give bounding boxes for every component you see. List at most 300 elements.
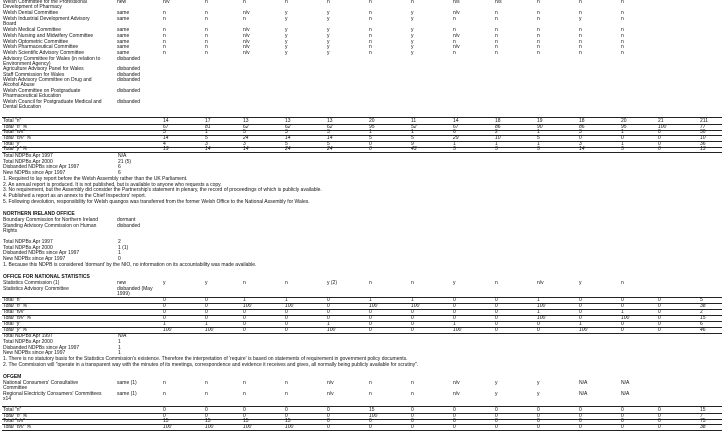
- total-value: 1: [411, 297, 414, 303]
- total-value: 11: [411, 118, 417, 124]
- summary-label: Disbanded NDPBs since Apr 1997: [3, 250, 80, 256]
- cell-value: n: [243, 280, 246, 286]
- cell-value: n: [621, 33, 624, 39]
- total-value: 0: [285, 413, 288, 419]
- summary-value: N/A: [118, 333, 127, 339]
- total-label: Total "n": [3, 297, 22, 303]
- total-value: 0: [369, 146, 372, 152]
- cell-value: n: [163, 39, 166, 45]
- total-value: 100: [621, 315, 630, 321]
- total-value: 1: [537, 141, 540, 147]
- cell-value: n: [453, 39, 456, 45]
- cell-value: y: [579, 280, 582, 286]
- total-value: 38: [700, 424, 706, 430]
- cell-value: y: [495, 380, 498, 386]
- summary-label: Total NDPBs Apr 2000: [3, 159, 53, 165]
- body-status: disbanded: [117, 77, 141, 83]
- cell-value: n: [537, 27, 540, 33]
- total-value: 0: [285, 309, 288, 315]
- table-rule: [2, 117, 722, 118]
- total-value: 14: [205, 146, 211, 152]
- total-value: 52: [411, 124, 417, 130]
- body-status: same (1): [117, 391, 137, 397]
- summary-value: 6: [118, 164, 121, 170]
- total-value: 0: [369, 418, 372, 424]
- cell-value: n/v: [453, 10, 460, 16]
- note-text: 5. Following devolution, responsibility for Welsh quangos was transferred from the former Welsh Office to the National Assembly for Wales.: [3, 199, 310, 205]
- total-value: 15: [700, 407, 706, 413]
- cell-value: n: [285, 380, 288, 386]
- total-value: 20: [621, 118, 627, 124]
- total-value: 0: [537, 327, 540, 333]
- total-value: 0: [205, 413, 208, 419]
- total-value: 0: [495, 303, 498, 309]
- total-label: Total "n/v" %: [3, 424, 32, 430]
- body-status: new: [117, 280, 127, 286]
- note-text: 3. No requirement, but the Assembly did consider the Partnership's statement in plenary, the record of proceedings of which is publicly available.: [3, 187, 322, 193]
- total-value: 100: [579, 327, 588, 333]
- body-name: Welsh Committee for the Professional: [3, 0, 87, 5]
- cell-value: n: [163, 16, 166, 22]
- cell-value: n: [411, 0, 414, 5]
- total-value: 0: [658, 315, 661, 321]
- total-value: 0: [658, 135, 661, 141]
- summary-value: 1: [118, 339, 121, 345]
- cell-value: n: [495, 10, 498, 16]
- cell-value: n: [411, 280, 414, 286]
- total-value: 0: [205, 303, 208, 309]
- body-status: disbanded: [117, 88, 141, 94]
- total-value: 2: [495, 129, 498, 135]
- total-value: 0: [537, 321, 540, 327]
- total-value: 7: [700, 413, 703, 419]
- total-value: 100: [453, 327, 462, 333]
- total-value: 1: [537, 309, 540, 315]
- summary-value: 2: [118, 239, 121, 245]
- total-value: 1: [327, 321, 330, 327]
- total-value: 13: [700, 146, 706, 152]
- cell-value: n: [453, 27, 456, 33]
- total-value: 38: [700, 303, 706, 309]
- cell-value: n: [621, 27, 624, 33]
- cell-value: y: [327, 39, 330, 45]
- total-label: Total "n/v": [3, 309, 26, 315]
- total-value: 0: [327, 303, 330, 309]
- summary-label: New NDPBs since Apr 1997: [3, 170, 66, 176]
- total-value: 1: [537, 297, 540, 303]
- body-status: same: [117, 16, 130, 22]
- table-rule: [2, 430, 722, 431]
- body-name: Standing Advisory Commission on Human: [3, 223, 97, 229]
- total-label: Total "n/v" %: [3, 135, 32, 141]
- total-value: 18: [579, 118, 585, 124]
- table-rule: [2, 130, 722, 131]
- total-value: 0: [163, 297, 166, 303]
- cell-value: n: [327, 0, 330, 5]
- body-status: disbanded (May: [117, 286, 153, 292]
- cell-value: y: [285, 33, 288, 39]
- cell-value: n: [621, 50, 624, 56]
- total-value: 81: [205, 124, 211, 130]
- total-value: 15: [205, 418, 211, 424]
- cell-value: y: [411, 10, 414, 16]
- total-value: 0: [579, 297, 582, 303]
- total-value: 1: [579, 321, 582, 327]
- total-value: 5: [205, 135, 208, 141]
- cell-value: y: [327, 16, 330, 22]
- total-value: 0: [621, 297, 624, 303]
- cell-value: n/v: [243, 50, 250, 56]
- body-name: Dental Education: [3, 104, 42, 111]
- total-value: 30: [700, 129, 706, 135]
- body-name: Board: [3, 21, 17, 28]
- cell-value: n: [243, 0, 246, 5]
- total-value: 5: [327, 141, 330, 147]
- summary-value: 1: [118, 350, 121, 356]
- table-rule: [2, 327, 722, 328]
- total-value: 6: [700, 321, 703, 327]
- total-value: 0: [411, 327, 414, 333]
- total-label: Total "n" %: [3, 413, 28, 419]
- cell-value: n/v: [453, 33, 460, 39]
- total-value: 3: [285, 129, 288, 135]
- total-value: 100: [243, 303, 252, 309]
- total-value: 0: [369, 327, 372, 333]
- total-value: 0: [621, 327, 624, 333]
- cell-value: n: [369, 0, 372, 5]
- cell-value: n: [163, 10, 166, 16]
- cell-value: n: [369, 10, 372, 16]
- total-value: 62: [327, 124, 333, 130]
- total-label: Total "n" %: [3, 124, 28, 130]
- body-name: Advisory Committee for Wales (in relation to: [3, 56, 101, 62]
- body-name: Welsh Dental Committee: [3, 10, 59, 16]
- total-value: 67: [453, 124, 459, 130]
- cell-value: N/A: [621, 391, 630, 397]
- cell-value: y: [285, 27, 288, 33]
- total-value: 0: [495, 327, 498, 333]
- total-value: 0: [327, 315, 330, 321]
- summary-value: 1 (1): [118, 245, 129, 251]
- total-value: 0: [658, 407, 661, 413]
- cell-value: n: [411, 391, 414, 397]
- total-value: 9: [411, 141, 414, 147]
- total-value: 0: [327, 413, 330, 419]
- cell-value: n: [579, 50, 582, 56]
- total-value: 0: [285, 315, 288, 321]
- total-value: 1: [453, 141, 456, 147]
- total-value: 0: [411, 424, 414, 430]
- total-value: 5: [537, 146, 540, 152]
- body-status: disbanded: [117, 66, 141, 72]
- cell-value: n: [579, 0, 582, 5]
- total-value: 100: [205, 424, 214, 430]
- note-text: 1. Required to lay report before the Welsh Assembly rather than the UK Parliament.: [3, 176, 188, 182]
- total-value: 1: [621, 141, 624, 147]
- cell-value: n: [369, 391, 372, 397]
- total-value: 0: [243, 315, 246, 321]
- body-status: dormant: [117, 217, 136, 223]
- total-value: 0: [537, 424, 540, 430]
- total-value: 0: [163, 315, 166, 321]
- total-value: 0: [369, 315, 372, 321]
- total-value: 0: [579, 407, 582, 413]
- cell-value: y: [411, 39, 414, 45]
- total-value: 0: [453, 418, 456, 424]
- body-name: Boundary Commission for Northern Ireland: [3, 217, 99, 223]
- cell-value: n/s: [495, 0, 502, 5]
- total-value: 0: [369, 141, 372, 147]
- total-value: 211: [700, 118, 708, 124]
- note-text: OFGEM: [3, 374, 22, 380]
- total-value: 0: [369, 309, 372, 315]
- note-text: 1. Because this NDPB is considered 'dormant' by the NIO, no information on its accountability was made available.: [3, 262, 257, 268]
- body-name: Welsh Pharmaceutical Committee: [3, 44, 79, 50]
- total-value: 19: [537, 118, 543, 124]
- cell-value: n/v: [243, 44, 250, 50]
- total-value: 0: [453, 413, 456, 419]
- body-name: Environment Agency): [3, 61, 51, 68]
- total-value: 24: [327, 146, 333, 152]
- body-name: Welsh Scientific Advisory Committee: [3, 50, 85, 56]
- body-name: Welsh Council for Postgraduate Medical and: [3, 99, 102, 105]
- total-value: 1: [537, 129, 540, 135]
- cell-value: n: [579, 33, 582, 39]
- total-value: 0: [579, 309, 582, 315]
- cell-value: n/v: [453, 391, 460, 397]
- body-status: same: [117, 33, 130, 39]
- table-rule: [2, 321, 722, 322]
- total-label: Total "n/v": [3, 418, 26, 424]
- cell-value: n: [579, 27, 582, 33]
- cell-value: n: [205, 50, 208, 56]
- total-value: 5: [285, 141, 288, 147]
- summary-value: 1: [118, 345, 121, 351]
- cell-value: n: [537, 33, 540, 39]
- total-value: 100: [369, 303, 378, 309]
- total-value: 1: [369, 297, 372, 303]
- summary-value: N/A: [118, 153, 127, 159]
- table-rule: [2, 141, 722, 142]
- total-value: 13: [243, 118, 249, 124]
- table-rule: [2, 124, 722, 125]
- total-value: 14: [327, 135, 333, 141]
- total-value: 0: [243, 309, 246, 315]
- cell-value: n: [579, 39, 582, 45]
- total-value: 1: [243, 297, 246, 303]
- total-label: Total "y": [3, 141, 22, 147]
- cell-value: N/A: [579, 391, 588, 397]
- cell-value: y: [411, 33, 414, 39]
- table-rule: [2, 152, 722, 153]
- total-value: 0: [658, 327, 661, 333]
- cell-value: n: [163, 27, 166, 33]
- total-value: 0: [579, 418, 582, 424]
- cell-value: n: [369, 280, 372, 286]
- total-label: Total "y" %: [3, 146, 27, 152]
- total-value: 0: [658, 129, 661, 135]
- cell-value: n: [205, 380, 208, 386]
- total-value: 0: [411, 321, 414, 327]
- cell-value: n: [163, 44, 166, 50]
- cell-value: n/s: [453, 0, 460, 5]
- total-value: 86: [579, 124, 585, 130]
- total-value: 3: [579, 129, 582, 135]
- cell-value: y: [411, 50, 414, 56]
- cell-value: n: [205, 27, 208, 33]
- total-value: 0: [163, 407, 166, 413]
- cell-value: n: [411, 380, 414, 386]
- total-value: 1: [621, 129, 624, 135]
- total-value: 0: [285, 407, 288, 413]
- note-text: 1. There is no statutory basis for the Statistics Commission's existence. Therefore the interpretation of 'require' is based on statements of requirement in government policy documents.: [3, 356, 408, 362]
- cell-value: n: [495, 44, 498, 50]
- note-text: OFFICE FOR NATIONAL STATISTICS: [3, 274, 90, 280]
- summary-label: Disbanded NDPBs since Apr 1997: [3, 345, 80, 351]
- total-value: 0: [327, 424, 330, 430]
- total-value: 0: [537, 418, 540, 424]
- cell-value: y: [327, 50, 330, 56]
- body-name: Alcohol Abuse: [3, 82, 35, 89]
- total-value: 36: [700, 141, 706, 147]
- total-value: 100: [285, 303, 294, 309]
- body-name: Welsh Nursing and Midwifery Committee: [3, 33, 94, 39]
- total-value: 90: [537, 124, 543, 130]
- total-value: 0: [658, 321, 661, 327]
- cell-value: n: [163, 33, 166, 39]
- total-value: 0: [495, 297, 498, 303]
- cell-value: n: [621, 10, 624, 16]
- total-value: 1: [369, 129, 372, 135]
- cell-value: n: [621, 16, 624, 22]
- cell-value: n: [621, 280, 624, 286]
- table-rule: [2, 135, 722, 136]
- summary-value: 6: [118, 170, 121, 176]
- total-value: 0: [243, 413, 246, 419]
- cell-value: y: [285, 44, 288, 50]
- note-text: 2. An annual report is produced. It is not published, but is available to anyone who requests a copy.: [3, 182, 222, 188]
- total-value: 1: [205, 129, 208, 135]
- body-name: Pharmaceutical Education: [3, 93, 62, 100]
- cell-value: n: [369, 39, 372, 45]
- total-value: 14: [163, 135, 169, 141]
- total-value: 10: [700, 135, 706, 141]
- total-value: 0: [579, 424, 582, 430]
- total-value: 62: [285, 124, 291, 130]
- cell-value: n: [369, 44, 372, 50]
- body-status: 1999): [117, 291, 130, 298]
- cell-value: n: [369, 33, 372, 39]
- cell-value: y: [453, 280, 456, 286]
- total-value: 1: [621, 309, 624, 315]
- total-value: 0: [621, 413, 624, 419]
- total-value: 0: [285, 327, 288, 333]
- cell-value: n: [495, 27, 498, 33]
- cell-value: n: [537, 50, 540, 56]
- total-value: 15: [700, 315, 706, 321]
- total-value: 0: [205, 297, 208, 303]
- total-value: 0: [495, 321, 498, 327]
- total-value: 0: [411, 315, 414, 321]
- total-value: 29: [453, 135, 459, 141]
- summary-value: 1: [118, 250, 121, 256]
- cell-value: n/v: [537, 280, 544, 286]
- total-value: 10: [495, 135, 501, 141]
- note-text: 4. Published a report as an annex to the Chief Inspectors' report.: [3, 193, 146, 199]
- summary-label: Total NDPBs Apr 2000: [3, 245, 53, 251]
- cell-value: y: [285, 39, 288, 45]
- cell-value: y: [327, 27, 330, 33]
- total-value: 5: [453, 146, 456, 152]
- table-rule: [2, 309, 722, 310]
- total-value: 100: [205, 327, 214, 333]
- total-value: 5: [537, 135, 540, 141]
- total-value: 0: [495, 315, 498, 321]
- summary-label: New NDPBs since Apr 1997: [3, 256, 66, 262]
- total-value: 5: [411, 135, 414, 141]
- cell-value: n: [495, 33, 498, 39]
- cell-value: n: [205, 44, 208, 50]
- summary-value: 21 (5): [118, 159, 132, 165]
- cell-value: n: [369, 27, 372, 33]
- total-value: 86: [495, 124, 501, 130]
- total-value: 0: [453, 407, 456, 413]
- total-value: 5: [621, 146, 624, 152]
- total-value: 100: [411, 303, 420, 309]
- total-value: 100: [327, 327, 336, 333]
- cell-value: n: [205, 16, 208, 22]
- table-rule: [2, 419, 722, 420]
- total-value: 100: [369, 413, 378, 419]
- total-label: Total "y" %: [3, 327, 27, 333]
- total-value: 14: [579, 146, 585, 152]
- total-value: 13: [285, 118, 291, 124]
- total-value: 0: [658, 303, 661, 309]
- total-value: 17: [205, 118, 211, 124]
- total-value: 15: [243, 418, 249, 424]
- cell-value: n/v: [327, 380, 334, 386]
- total-value: 0: [495, 424, 498, 430]
- cell-value: n/v: [453, 380, 460, 386]
- total-value: 0: [453, 303, 456, 309]
- total-value: 3: [163, 129, 166, 135]
- total-value: 0: [658, 418, 661, 424]
- cell-value: y: [285, 16, 288, 22]
- cell-value: n: [205, 391, 208, 397]
- total-value: 0: [327, 407, 330, 413]
- total-value: 2: [700, 309, 703, 315]
- cell-value: n: [163, 50, 166, 56]
- body-name: Regional Electricity Consumers' Committees: [3, 391, 102, 397]
- total-value: 46: [700, 327, 706, 333]
- total-value: 18: [495, 118, 501, 124]
- note-text: NORTHERN IRELAND OFFICE: [3, 211, 75, 217]
- total-value: 100: [163, 424, 172, 430]
- total-value: 0: [621, 303, 624, 309]
- total-value: 0: [658, 297, 661, 303]
- cell-value: n: [495, 50, 498, 56]
- total-value: 67: [163, 124, 169, 130]
- total-value: 0: [537, 407, 540, 413]
- total-value: 0: [327, 297, 330, 303]
- total-value: 0: [579, 315, 582, 321]
- body-status: disbanded: [117, 72, 141, 78]
- total-value: 1: [453, 321, 456, 327]
- total-value: 0: [453, 424, 456, 430]
- body-name: Committee: [3, 385, 28, 392]
- cell-value: n: [537, 16, 540, 22]
- table-rule: [2, 406, 722, 407]
